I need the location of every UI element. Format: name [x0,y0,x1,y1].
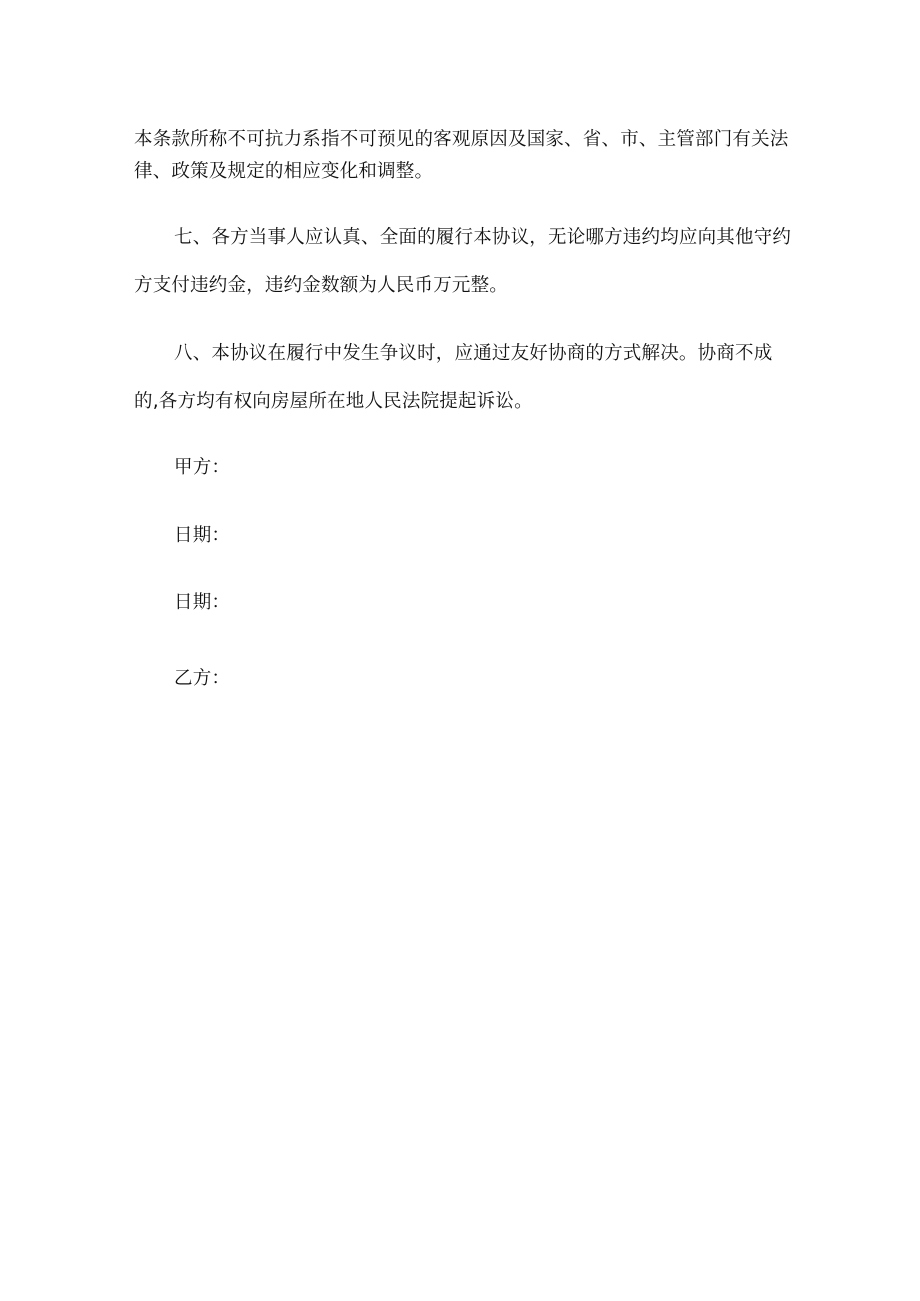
clause-8-line-2: 的,各方均有权向房屋所在地人民法院提起诉讼。 [134,391,533,412]
force-majeure-line-1: 本条款所称不可抗力系指不可预见的客观原因及国家、省、市、主管部门有关法 [134,129,789,150]
party-b-label: 乙方： [174,668,231,689]
clause-7-line-1: 七、各方当事人应认真、全面的履行本协议，无论哪方违约均应向其他守约 [174,227,792,248]
party-a-label: 甲方： [174,457,231,478]
date-label-1: 日期： [174,525,231,546]
date-label-2: 日期： [174,592,231,613]
clause-7-line-2: 方支付违约金，违约金数额为人民币万元整。 [134,275,509,296]
clause-8-line-1: 八、本协议在履行中发生争议时，应通过友好协商的方式解决。协商不成 [174,343,773,364]
force-majeure-line-2: 律、政策及规定的相应变化和调整。 [134,161,434,182]
